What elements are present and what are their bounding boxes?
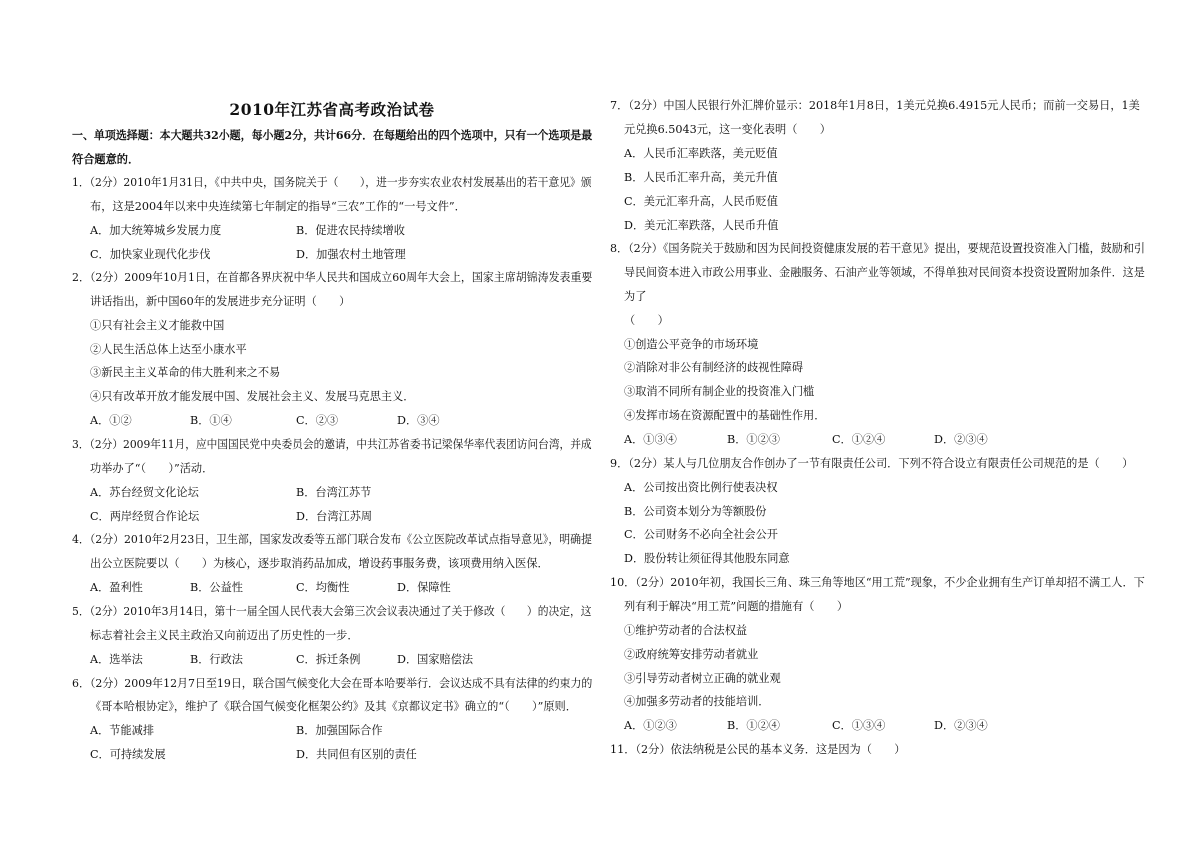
section-heading: 一、单项选择题：本大题共32小题，每小题2分，共计66分．在每题给出的四个选项中，只有一个选项是最 <box>72 128 593 142</box>
question-6-stem: 6．（2分）2009年12月7日至19日，联合国气候变化大会在哥本哈要举行．会议达成不具有法律的约束力的 <box>72 677 593 690</box>
question-7-stem: 7．（2分）中国人民银行外汇牌价显示：2018年1月8日，1美元兑换6.4915元人民币；而前一交易日，1美 <box>610 99 1140 112</box>
question-11-stem: 11．（2分）依法纳税是公民的基本义务．这是因为（ ） <box>610 743 906 756</box>
question-2-statement-1: ①只有社会主义才能救中国 <box>90 319 225 332</box>
question-8-blank: （ ） <box>624 314 669 327</box>
question-4-stem: 4．（2分）2010年2月23日，卫生部，国家发改委等五部门联合发布《公立医院改革试点指导意见》，明确提 <box>72 533 592 546</box>
question-6-option-d: D．共同但有区别的责任 <box>296 748 417 761</box>
question-10-stem-cont: 列有利于解决“用工荒”问题的措施有（ ） <box>624 600 849 613</box>
question-6-option-a: A．节能减排 <box>90 724 155 737</box>
question-3-option-d: D．台湾江苏周 <box>296 510 373 523</box>
question-6-option-b: B．加强国际合作 <box>296 724 383 737</box>
question-6-option-c: C．可持续发展 <box>90 748 166 761</box>
question-10-statement-3: ③引导劳动者树立正确的就业观 <box>624 672 781 685</box>
question-3-option-b: B．台湾江苏节 <box>296 486 372 499</box>
question-7-stem-cont: 元兑换6.5043元，这一变化表明（ ） <box>624 123 831 136</box>
question-9-option-a: A．公司按出资比例行使表决权 <box>624 481 778 494</box>
question-1-option-c: C．加快家业现代化步伐 <box>90 248 211 261</box>
question-10-option-d: D．②③④ <box>934 719 988 732</box>
question-5-stem: 5．（2分）2010年3月14日，第十一届全国人民代表大会第三次会议表决通过了关于修改（ ）的决定，这 <box>72 605 592 618</box>
question-10-statement-1: ①维护劳动者的合法权益 <box>624 624 748 637</box>
question-8-option-d: D．②③④ <box>934 433 988 446</box>
question-5-option-c: C．拆迁条例 <box>296 653 361 666</box>
question-1-option-a: A．加大统筹城乡发展力度 <box>90 224 222 237</box>
question-3-option-c: C．两岸经贸合作论坛 <box>90 510 200 523</box>
question-10-statement-4: ④加强多劳动者的技能培训． <box>624 695 770 708</box>
question-10-option-c: C．①③④ <box>832 719 886 732</box>
question-3-option-a: A．苏台经贸文化论坛 <box>90 486 199 499</box>
question-2-option-a: A．①② <box>90 414 132 427</box>
question-2-option-d: D．③④ <box>397 414 440 427</box>
question-4-option-a: A．盈利性 <box>90 581 143 594</box>
question-4-option-c: C．均衡性 <box>296 581 350 594</box>
question-2-stem-cont: 讲话指出，新中国60年的发展进步充分证明（ ） <box>90 295 351 308</box>
question-5-option-d: D．国家赔偿法 <box>397 653 474 666</box>
question-2-option-c: C．②③ <box>296 414 339 427</box>
question-3-stem: 3．（2分）2009年11月，应中国国民党中央委员会的邀请，中共江苏省委书记梁保华率代表团访问台湾，并成 <box>72 438 592 451</box>
question-2-option-b: B．①④ <box>190 414 232 427</box>
question-8-option-b: B．①②③ <box>727 433 780 446</box>
question-10-stem: 10．（2分）2010年初，我国长三角、珠三角等地区“用工荒”现象，不少企业拥有生产订单却招不满工人．下 <box>610 576 1145 589</box>
question-2-statement-3: ③新民主主义革命的伟大胜利来之不易 <box>90 366 281 379</box>
question-5-option-b: B．行政法 <box>190 653 243 666</box>
question-8-statement-2: ②消除对非公有制经济的歧视性障碍 <box>624 361 804 374</box>
question-8-statement-4: ④发挥市场在资源配置中的基础性作用． <box>624 409 826 422</box>
question-1-stem-cont: 布，这是2004年以来中央连续第七年制定的指导“三农”工作的“一号文件”． <box>90 200 466 213</box>
question-7-option-a: A．人民币汇率跌落，美元贬值 <box>624 147 778 160</box>
question-1-option-b: B．促进农民持续增收 <box>296 224 405 237</box>
question-8-stem: 8．（2分）《国务院关于鼓励和因为民间投资健康发展的若干意见》提出，要规范设置投资准入门槛，鼓励和引 <box>610 242 1146 255</box>
question-2-statement-4: ④只有改革开放才能发展中国、发展社会主义、发展马克思主义． <box>90 390 415 403</box>
question-9-option-b: B．公司资本划分为等额股份 <box>624 505 767 518</box>
question-7-option-b: B．人民币汇率升高，美元升值 <box>624 171 778 184</box>
question-1-option-d: D．加强农村土地管理 <box>296 248 406 261</box>
question-6-stem-cont: 《哥本哈根协定》，维护了《联合国气候变化框架公约》及其《京都议定书》确立的“（ ）”原则． <box>90 700 577 713</box>
question-8-option-a: A．①③④ <box>624 433 677 446</box>
question-8-stem-cont: 导民间资本进入市政公用事业、金融服务、石油产业等领域，不得单独对民间资本投资设置附加条件．这是 <box>624 266 1145 279</box>
section-heading-cont: 符合题意的． <box>72 152 140 166</box>
question-9-option-d: D．股份转让须征得其他股东同意 <box>624 552 790 565</box>
question-10-option-b: B．①②④ <box>727 719 780 732</box>
question-10-statement-2: ②政府统筹安排劳动者就业 <box>624 648 759 661</box>
question-9-stem: 9．（2分）某人与几位朋友合作创办了一节有限责任公司．下列不符合设立有限责任公司规范的是（ ） <box>610 457 1134 470</box>
question-2-stem: 2．（2分）2009年10月1日，在首都各界庆祝中华人民共和国成立60周年大会上，国家主席胡锦涛发表重要 <box>72 271 593 284</box>
question-7-option-c: C．美元汇率升高，人民币贬值 <box>624 195 778 208</box>
question-4-stem-cont: 出公立医院要以（ ）为核心，逐步取消药品加成，增设药事服务费，该项费用纳入医保． <box>90 557 549 570</box>
question-10-option-a: A．①②③ <box>624 719 677 732</box>
question-5-option-a: A．选举法 <box>90 653 143 666</box>
question-8-statement-1: ①创造公平竞争的市场环境 <box>624 338 759 351</box>
page-title: 2010年江苏省高考政治试卷 <box>229 100 435 119</box>
question-8-option-c: C．①②④ <box>832 433 886 446</box>
question-8-stem-cont-2: 为了 <box>624 290 647 303</box>
question-4-option-b: B．公益性 <box>190 581 243 594</box>
question-7-option-d: D．美元汇率跌落，人民币升值 <box>624 219 779 232</box>
question-8-statement-3: ③取消不同所有制企业的投资准入门槛 <box>624 385 815 398</box>
question-3-stem-cont: 功举办了“（ ）”活动． <box>90 462 214 475</box>
question-5-stem-cont: 标志着社会主义民主政治又向前迈出了历史性的一步． <box>90 629 359 642</box>
question-4-option-d: D．保障性 <box>397 581 451 594</box>
question-1-stem: 1．（2分）2010年1月31日，《中共中央，国务院关于（ ），进一步夯实农业农村发展基出的若干意见》颁 <box>72 176 592 189</box>
question-9-option-c: C．公司财务不必向全社会公开 <box>624 528 778 541</box>
question-2-statement-2: ②人民生活总体上达至小康水平 <box>90 343 247 356</box>
